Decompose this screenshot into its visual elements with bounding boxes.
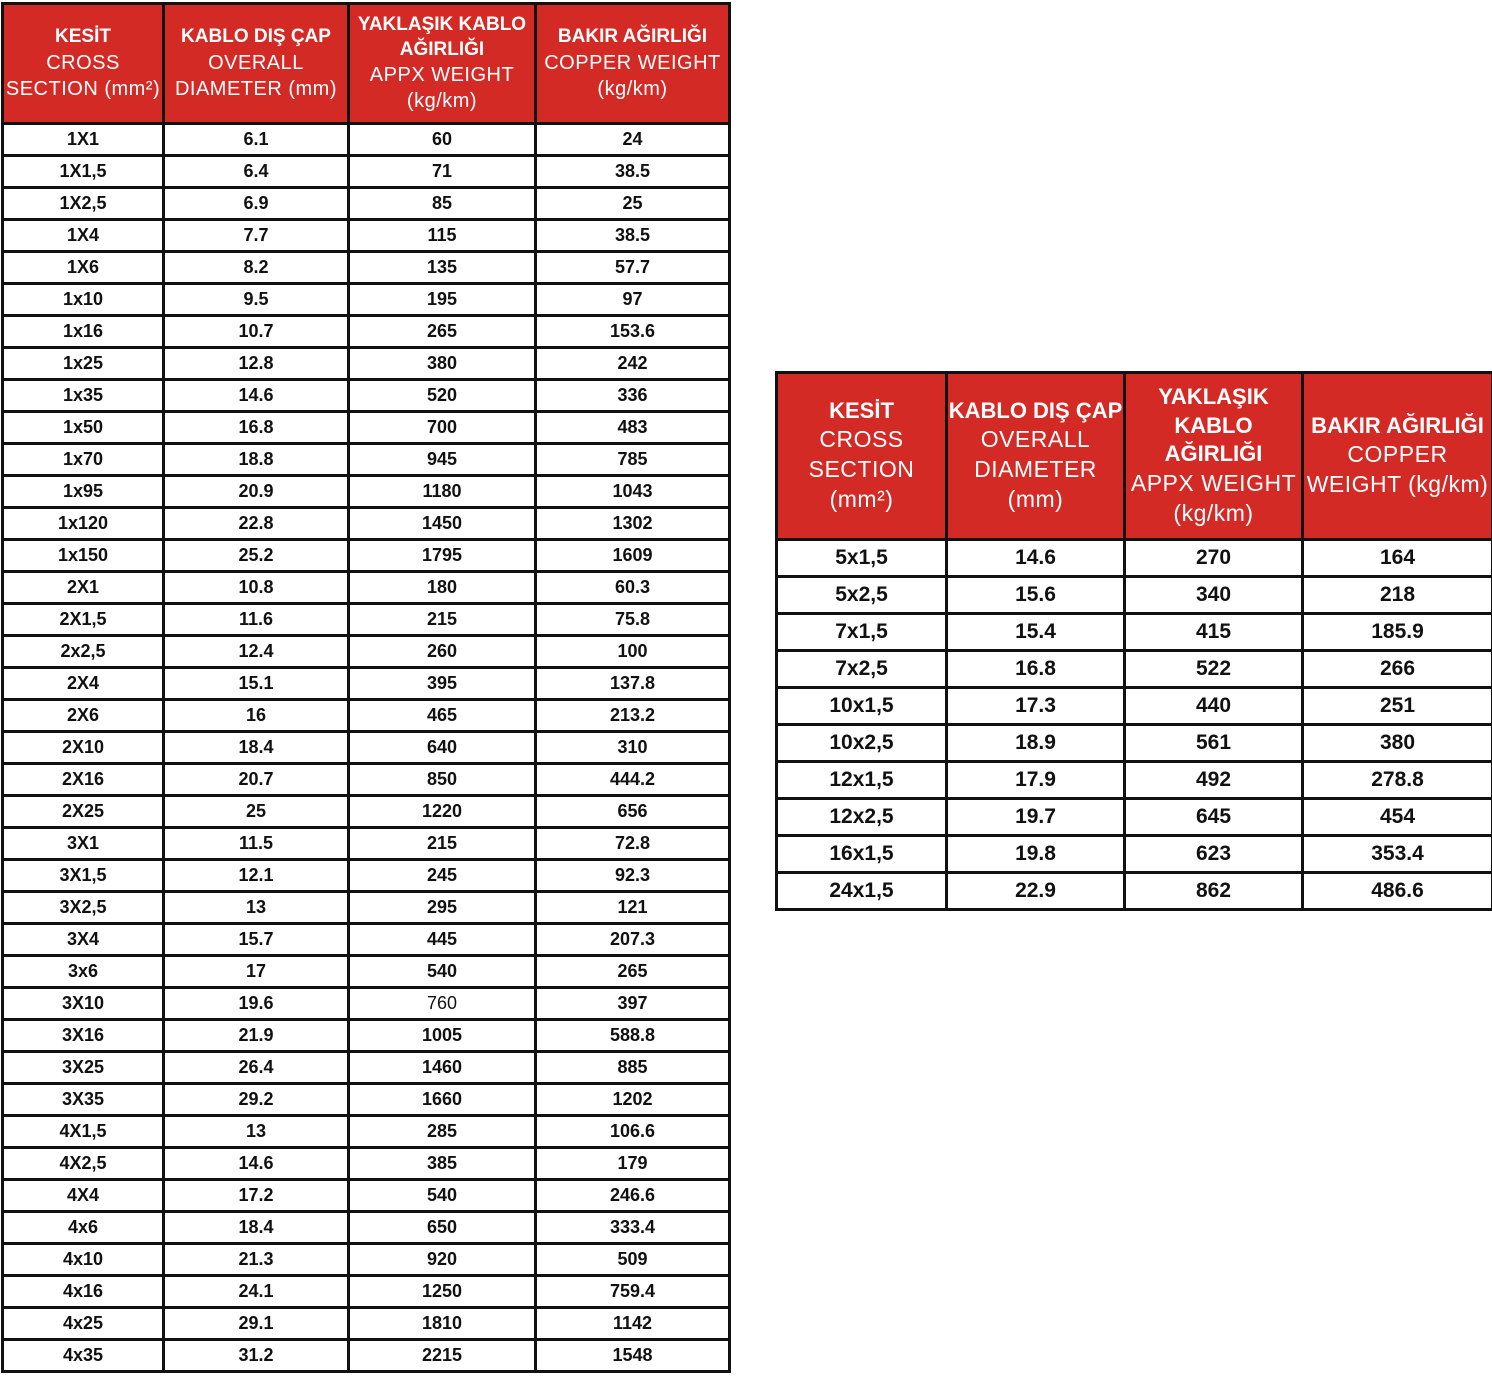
weight-cell: 135 (349, 252, 536, 284)
copper-weight-cell: 759.4 (536, 1276, 730, 1308)
table-row (3, 508, 730, 540)
table-row (777, 799, 1492, 836)
copper-weight-cell: 444.2 (536, 764, 730, 796)
copper-weight-cell: 509 (536, 1244, 730, 1276)
weight-cell: 945 (349, 444, 536, 476)
copper-weight-cell: 100 (536, 636, 730, 668)
weight-cell: 445 (349, 924, 536, 956)
table-row (3, 188, 730, 220)
cross-section-cell: 3X16 (3, 1020, 164, 1052)
cross-section-cell: 1X1,5 (3, 156, 164, 188)
weight-cell: 920 (349, 1244, 536, 1276)
table-row (3, 1212, 730, 1244)
cross-section-cell: 1X4 (3, 220, 164, 252)
diameter-cell: 22.9 (947, 873, 1125, 910)
weight-cell: 215 (349, 828, 536, 860)
diameter-cell: 6.4 (164, 156, 349, 188)
table-row (3, 1084, 730, 1116)
header-overall-diameter (164, 4, 349, 124)
weight-cell: 380 (349, 348, 536, 380)
cross-section-cell: 3x6 (3, 956, 164, 988)
copper-weight-cell: 60.3 (536, 572, 730, 604)
copper-weight-cell: 265 (536, 956, 730, 988)
table-row (3, 1244, 730, 1276)
copper-weight-cell: 656 (536, 796, 730, 828)
diameter-cell: 12.8 (164, 348, 349, 380)
cross-section-cell: 5x2,5 (777, 577, 947, 614)
cross-section-cell: 4x16 (3, 1276, 164, 1308)
copper-weight-cell: 278.8 (1303, 762, 1492, 799)
copper-weight-cell: 380 (1303, 725, 1492, 762)
header-en: COPPER WEIGHT (kg/km) (1306, 441, 1489, 498)
table-row (3, 956, 730, 988)
table-row (3, 412, 730, 444)
table-row (3, 380, 730, 412)
header-tr: KESİT (55, 26, 111, 48)
cross-section-cell: 1X2,5 (3, 188, 164, 220)
diameter-cell: 24.1 (164, 1276, 349, 1308)
copper-weight-cell: 483 (536, 412, 730, 444)
diameter-cell: 12.4 (164, 636, 349, 668)
diameter-cell: 29.2 (164, 1084, 349, 1116)
copper-weight-cell: 1609 (536, 540, 730, 572)
diameter-cell: 18.4 (164, 732, 349, 764)
diameter-cell: 31.2 (164, 1340, 349, 1372)
cross-section-cell: 3X35 (3, 1084, 164, 1116)
table-row (3, 796, 730, 828)
weight-cell: 270 (1125, 540, 1303, 577)
table-row (3, 732, 730, 764)
header-tr: KABLO DIŞ ÇAP (181, 26, 331, 48)
copper-weight-cell: 353.4 (1303, 836, 1492, 873)
cross-section-cell: 4X1,5 (3, 1116, 164, 1148)
diameter-cell: 13 (164, 892, 349, 924)
diameter-cell: 16.8 (164, 412, 349, 444)
copper-weight-cell: 164 (1303, 540, 1492, 577)
weight-cell: 60 (349, 124, 536, 156)
table-row (3, 1116, 730, 1148)
weight-cell: 295 (349, 892, 536, 924)
diameter-cell: 15.6 (947, 577, 1125, 614)
diameter-cell: 22.8 (164, 508, 349, 540)
diameter-cell: 17.9 (947, 762, 1125, 799)
table-row (777, 540, 1492, 577)
copper-weight-cell: 92.3 (536, 860, 730, 892)
table-row (3, 636, 730, 668)
table-row (3, 860, 730, 892)
table-row (3, 1308, 730, 1340)
cross-section-cell: 1X1 (3, 124, 164, 156)
copper-weight-cell: 207.3 (536, 924, 730, 956)
weight-cell: 700 (349, 412, 536, 444)
table-row (777, 651, 1492, 688)
copper-weight-cell: 25 (536, 188, 730, 220)
weight-cell: 115 (349, 220, 536, 252)
diameter-cell: 14.6 (164, 1148, 349, 1180)
weight-cell: 2215 (349, 1340, 536, 1372)
cross-section-cell: 4x6 (3, 1212, 164, 1244)
diameter-cell: 19.8 (947, 836, 1125, 873)
cross-section-cell: 2X25 (3, 796, 164, 828)
weight-cell: 180 (349, 572, 536, 604)
cable-table-right (775, 371, 1492, 911)
copper-weight-cell: 333.4 (536, 1212, 730, 1244)
table-row (3, 700, 730, 732)
table-row (3, 828, 730, 860)
cross-section-cell: 7x2,5 (777, 651, 947, 688)
header-appx-weight (349, 4, 536, 124)
diameter-cell: 12.1 (164, 860, 349, 892)
table-row (3, 1276, 730, 1308)
weight-cell: 760 (349, 988, 536, 1020)
weight-cell: 492 (1125, 762, 1303, 799)
table-row (3, 1052, 730, 1084)
diameter-cell: 17.2 (164, 1180, 349, 1212)
header-tr: YAKLAŞIK KABLO AĞIRLIĞI (357, 13, 527, 60)
cross-section-cell: 24x1,5 (777, 873, 947, 910)
weight-cell: 540 (349, 1180, 536, 1212)
header-tr: BAKIR AĞIRLIĞI (557, 26, 708, 48)
copper-weight-cell: 1142 (536, 1308, 730, 1340)
diameter-cell: 18.4 (164, 1212, 349, 1244)
diameter-cell: 15.7 (164, 924, 349, 956)
diameter-cell: 14.6 (164, 380, 349, 412)
table-row (777, 577, 1492, 614)
header-tr: BAKIR AĞIRLIĞI (1311, 412, 1484, 438)
copper-weight-cell: 785 (536, 444, 730, 476)
cross-section-cell: 10x1,5 (777, 688, 947, 725)
copper-weight-cell: 885 (536, 1052, 730, 1084)
weight-cell: 215 (349, 604, 536, 636)
cross-section-cell: 12x1,5 (777, 762, 947, 799)
diameter-cell: 19.6 (164, 988, 349, 1020)
table-row (3, 444, 730, 476)
cross-section-cell: 1x120 (3, 508, 164, 540)
copper-weight-cell: 588.8 (536, 1020, 730, 1052)
cross-section-cell: 2X1,5 (3, 604, 164, 636)
copper-weight-cell: 454 (1303, 799, 1492, 836)
header-en: OVERALL DIAMETER (mm) (174, 51, 338, 100)
cross-section-cell: 4x25 (3, 1308, 164, 1340)
weight-cell: 645 (1125, 799, 1303, 836)
weight-cell: 1005 (349, 1020, 536, 1052)
table-row (3, 476, 730, 508)
cross-section-cell: 2X4 (3, 668, 164, 700)
table-row (3, 1020, 730, 1052)
table-row (3, 348, 730, 380)
header-tr: KESİT (829, 397, 894, 423)
cross-section-cell: 1x16 (3, 316, 164, 348)
weight-cell: 623 (1125, 836, 1303, 873)
table-row (3, 284, 730, 316)
weight-cell: 640 (349, 732, 536, 764)
diameter-cell: 18.9 (947, 725, 1125, 762)
cross-section-cell: 16x1,5 (777, 836, 947, 873)
header-overall-diameter (947, 373, 1125, 540)
cross-section-cell: 4X2,5 (3, 1148, 164, 1180)
header-row (777, 373, 1492, 540)
header-en: APPX WEIGHT (kg/km) (1130, 470, 1297, 526)
copper-weight-cell: 218 (1303, 577, 1492, 614)
weight-cell: 1180 (349, 476, 536, 508)
diameter-cell: 17.3 (947, 688, 1125, 725)
cross-section-cell: 3X1 (3, 828, 164, 860)
diameter-cell: 18.8 (164, 444, 349, 476)
table-row (777, 873, 1492, 910)
header-copper-weight (536, 4, 730, 124)
weight-cell: 1795 (349, 540, 536, 572)
header-row (3, 4, 730, 124)
cross-section-cell: 2X10 (3, 732, 164, 764)
table-row (777, 614, 1492, 651)
copper-weight-cell: 266 (1303, 651, 1492, 688)
diameter-cell: 6.9 (164, 188, 349, 220)
table-row (3, 1148, 730, 1180)
diameter-cell: 7.7 (164, 220, 349, 252)
table-row (777, 688, 1492, 725)
table-row (3, 252, 730, 284)
table-row (3, 316, 730, 348)
weight-cell: 415 (1125, 614, 1303, 651)
table-row (3, 988, 730, 1020)
diameter-cell: 19.7 (947, 799, 1125, 836)
diameter-cell: 25.2 (164, 540, 349, 572)
header-en: APPX WEIGHT (kg/km) (369, 64, 515, 113)
copper-weight-cell: 213.2 (536, 700, 730, 732)
copper-weight-cell: 179 (536, 1148, 730, 1180)
weight-cell: 1220 (349, 796, 536, 828)
table-row (777, 762, 1492, 799)
copper-weight-cell: 242 (536, 348, 730, 380)
diameter-cell: 11.6 (164, 604, 349, 636)
diameter-cell: 20.7 (164, 764, 349, 796)
weight-cell: 385 (349, 1148, 536, 1180)
diameter-cell: 6.1 (164, 124, 349, 156)
diameter-cell: 26.4 (164, 1052, 349, 1084)
diameter-cell: 16 (164, 700, 349, 732)
table-row (777, 725, 1492, 762)
header-en: CROSS SECTION (mm²) (808, 426, 915, 513)
copper-weight-cell: 38.5 (536, 156, 730, 188)
diameter-cell: 17 (164, 956, 349, 988)
copper-weight-cell: 57.7 (536, 252, 730, 284)
cross-section-cell: 3X2,5 (3, 892, 164, 924)
table-row (3, 892, 730, 924)
copper-weight-cell: 310 (536, 732, 730, 764)
diameter-cell: 11.5 (164, 828, 349, 860)
header-cross-section (777, 373, 947, 540)
cross-section-cell: 3X4 (3, 924, 164, 956)
header-tr: YAKLAŞIK KABLO AĞIRLIĞI (1158, 384, 1269, 467)
copper-weight-cell: 397 (536, 988, 730, 1020)
copper-weight-cell: 24 (536, 124, 730, 156)
diameter-cell: 25 (164, 796, 349, 828)
table-body-left (3, 124, 730, 1372)
table-row (3, 220, 730, 252)
table-row (3, 668, 730, 700)
cross-section-cell: 4x10 (3, 1244, 164, 1276)
table-row (3, 572, 730, 604)
diameter-cell: 21.9 (164, 1020, 349, 1052)
weight-cell: 1250 (349, 1276, 536, 1308)
weight-cell: 522 (1125, 651, 1303, 688)
weight-cell: 440 (1125, 688, 1303, 725)
weight-cell: 340 (1125, 577, 1303, 614)
weight-cell: 245 (349, 860, 536, 892)
cross-section-cell: 1x35 (3, 380, 164, 412)
cross-section-cell: 1x150 (3, 540, 164, 572)
copper-weight-cell: 72.8 (536, 828, 730, 860)
diameter-cell: 9.5 (164, 284, 349, 316)
diameter-cell: 13 (164, 1116, 349, 1148)
weight-cell: 265 (349, 316, 536, 348)
weight-cell: 1810 (349, 1308, 536, 1340)
header-en: CROSS SECTION (mm²) (5, 51, 161, 100)
copper-weight-cell: 1202 (536, 1084, 730, 1116)
header-tr: KABLO DIŞ ÇAP (948, 397, 1123, 423)
diameter-cell: 15.1 (164, 668, 349, 700)
weight-cell: 1660 (349, 1084, 536, 1116)
cross-section-cell: 3X25 (3, 1052, 164, 1084)
cross-section-cell: 4x35 (3, 1340, 164, 1372)
weight-cell: 71 (349, 156, 536, 188)
copper-weight-cell: 1302 (536, 508, 730, 540)
diameter-cell: 14.6 (947, 540, 1125, 577)
cross-section-cell: 3X10 (3, 988, 164, 1020)
table-row (3, 156, 730, 188)
diameter-cell: 10.8 (164, 572, 349, 604)
header-cross-section (3, 4, 164, 124)
table-row (3, 1340, 730, 1372)
weight-cell: 85 (349, 188, 536, 220)
cross-section-cell: 2X16 (3, 764, 164, 796)
diameter-cell: 20.9 (164, 476, 349, 508)
diameter-cell: 10.7 (164, 316, 349, 348)
cross-section-cell: 1x10 (3, 284, 164, 316)
weight-cell: 395 (349, 668, 536, 700)
copper-weight-cell: 185.9 (1303, 614, 1492, 651)
header-appx-weight (1125, 373, 1303, 540)
copper-weight-cell: 336 (536, 380, 730, 412)
header-en: COPPER WEIGHT (kg/km) (544, 51, 721, 100)
cross-section-cell: 7x1,5 (777, 614, 947, 651)
table-row (3, 604, 730, 636)
copper-weight-cell: 1548 (536, 1340, 730, 1372)
table-row (3, 540, 730, 572)
weight-cell: 1460 (349, 1052, 536, 1084)
copper-weight-cell: 75.8 (536, 604, 730, 636)
table-row (3, 124, 730, 156)
table-row (3, 924, 730, 956)
cross-section-cell: 1x50 (3, 412, 164, 444)
cross-section-cell: 4X4 (3, 1180, 164, 1212)
cross-section-cell: 2x2,5 (3, 636, 164, 668)
copper-weight-cell: 38.5 (536, 220, 730, 252)
cross-section-cell: 1x95 (3, 476, 164, 508)
header-copper-weight (1303, 373, 1492, 540)
weight-cell: 862 (1125, 873, 1303, 910)
copper-weight-cell: 97 (536, 284, 730, 316)
weight-cell: 561 (1125, 725, 1303, 762)
copper-weight-cell: 106.6 (536, 1116, 730, 1148)
table-body-right (777, 540, 1492, 910)
copper-weight-cell: 486.6 (1303, 873, 1492, 910)
diameter-cell: 8.2 (164, 252, 349, 284)
cross-section-cell: 2X6 (3, 700, 164, 732)
cross-section-cell: 1X6 (3, 252, 164, 284)
weight-cell: 285 (349, 1116, 536, 1148)
cross-section-cell: 3X1,5 (3, 860, 164, 892)
cross-section-cell: 5x1,5 (777, 540, 947, 577)
weight-cell: 520 (349, 380, 536, 412)
cross-section-cell: 1x25 (3, 348, 164, 380)
copper-weight-cell: 1043 (536, 476, 730, 508)
header-en: OVERALL DIAMETER (mm) (974, 426, 1097, 513)
weight-cell: 650 (349, 1212, 536, 1244)
cross-section-cell: 2X1 (3, 572, 164, 604)
copper-weight-cell: 137.8 (536, 668, 730, 700)
copper-weight-cell: 251 (1303, 688, 1492, 725)
cross-section-cell: 1x70 (3, 444, 164, 476)
copper-weight-cell: 246.6 (536, 1180, 730, 1212)
weight-cell: 260 (349, 636, 536, 668)
table-row (3, 764, 730, 796)
weight-cell: 540 (349, 956, 536, 988)
cross-section-cell: 10x2,5 (777, 725, 947, 762)
copper-weight-cell: 121 (536, 892, 730, 924)
cross-section-cell: 12x2,5 (777, 799, 947, 836)
diameter-cell: 15.4 (947, 614, 1125, 651)
weight-cell: 195 (349, 284, 536, 316)
copper-weight-cell: 153.6 (536, 316, 730, 348)
weight-cell: 850 (349, 764, 536, 796)
diameter-cell: 16.8 (947, 651, 1125, 688)
table-row (777, 836, 1492, 873)
table-row (3, 1180, 730, 1212)
cable-table-left (1, 2, 731, 1373)
diameter-cell: 21.3 (164, 1244, 349, 1276)
weight-cell: 1450 (349, 508, 536, 540)
diameter-cell: 29.1 (164, 1308, 349, 1340)
weight-cell: 465 (349, 700, 536, 732)
